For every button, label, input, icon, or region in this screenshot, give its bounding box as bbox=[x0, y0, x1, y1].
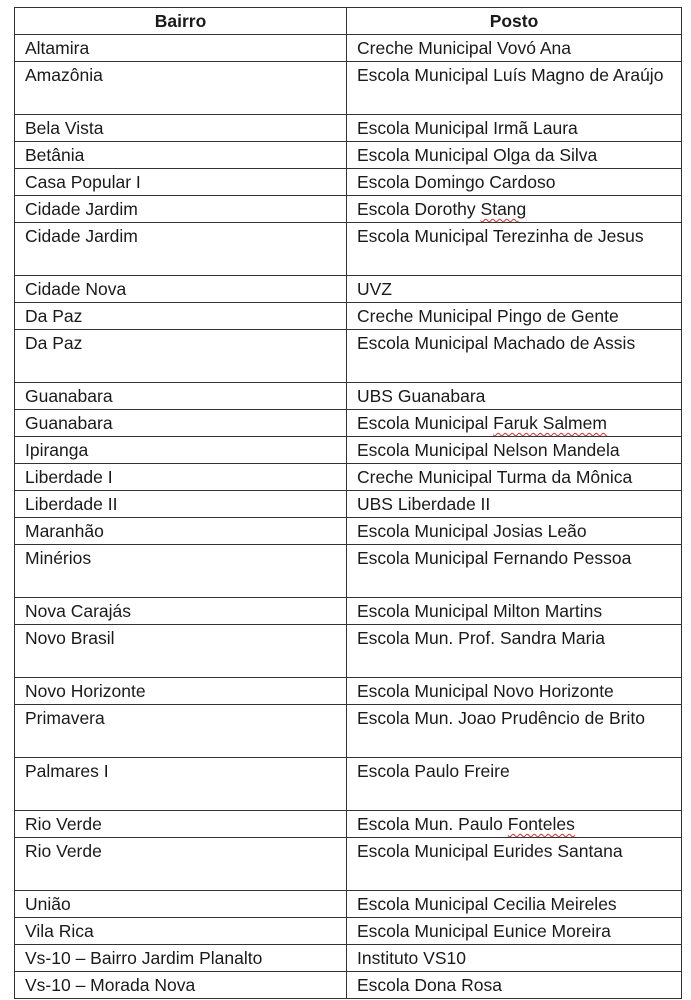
table-row bbox=[15, 918, 682, 945]
table-row bbox=[15, 625, 682, 678]
bairro-posto-table bbox=[14, 7, 682, 999]
bairro-cell: Liberdade II bbox=[15, 491, 347, 518]
spellcheck-mark: Faruk Salmem bbox=[493, 413, 607, 433]
table-row bbox=[15, 276, 682, 303]
bairro-cell: Novo Horizonte bbox=[15, 678, 347, 705]
bairro-cell: Guanabara bbox=[15, 410, 347, 437]
table-row bbox=[15, 518, 682, 545]
table-row bbox=[15, 945, 682, 972]
table-row bbox=[15, 678, 682, 705]
table-row bbox=[15, 491, 682, 518]
bairro-cell: Palmares I bbox=[15, 758, 347, 811]
table-row bbox=[15, 891, 682, 918]
bairro-cell: Maranhão bbox=[15, 518, 347, 545]
bairro-cell: Vs-10 – Bairro Jardim Planalto bbox=[15, 945, 347, 972]
posto-cell: UBS Guanabara bbox=[347, 383, 682, 410]
table-row bbox=[15, 758, 682, 811]
posto-cell: Creche Municipal Pingo de Gente bbox=[347, 303, 682, 330]
bairro-cell: Minérios bbox=[15, 545, 347, 598]
table-row bbox=[15, 545, 682, 598]
posto-cell: Escola Municipal Eurides Santana bbox=[347, 838, 682, 891]
posto-cell: Escola Municipal Olga da Silva bbox=[347, 142, 682, 169]
posto-cell: Escola Municipal Nelson Mandela bbox=[347, 437, 682, 464]
posto-cell: Escola Mun. Paulo Fonteles bbox=[347, 811, 682, 838]
table-row bbox=[15, 811, 682, 838]
bairro-cell: Cidade Jardim bbox=[15, 223, 347, 276]
bairro-cell: Nova Carajás bbox=[15, 598, 347, 625]
bairro-cell: Guanabara bbox=[15, 383, 347, 410]
posto-cell: Escola Municipal Josias Leão bbox=[347, 518, 682, 545]
posto-cell: Escola Municipal Milton Martins bbox=[347, 598, 682, 625]
table-row bbox=[15, 838, 682, 891]
bairro-cell: Primavera bbox=[15, 705, 347, 758]
posto-cell: Escola Dona Rosa bbox=[347, 972, 682, 999]
bairro-cell: Novo Brasil bbox=[15, 625, 347, 678]
bairro-cell: União bbox=[15, 891, 347, 918]
posto-cell: Creche Municipal Turma da Mônica bbox=[347, 464, 682, 491]
bairro-cell: Ipiranga bbox=[15, 437, 347, 464]
bairro-cell: Betânia bbox=[15, 142, 347, 169]
posto-cell: Escola Dorothy Stang bbox=[347, 196, 682, 223]
bairro-cell: Cidade Nova bbox=[15, 276, 347, 303]
bairro-cell: Amazônia bbox=[15, 62, 347, 115]
table-row bbox=[15, 464, 682, 491]
posto-cell: Escola Municipal Fernando Pessoa bbox=[347, 545, 682, 598]
bairro-cell: Da Paz bbox=[15, 303, 347, 330]
posto-cell: UVZ bbox=[347, 276, 682, 303]
table-row bbox=[15, 303, 682, 330]
table-row bbox=[15, 62, 682, 115]
table-header-row bbox=[15, 8, 682, 35]
posto-cell: Creche Municipal Vovó Ana bbox=[347, 35, 682, 62]
table-row bbox=[15, 196, 682, 223]
spellcheck-mark: Fonteles bbox=[507, 814, 575, 834]
posto-cell: Escola Municipal Cecilia Meireles bbox=[347, 891, 682, 918]
bairro-cell: Vs-10 – Morada Nova bbox=[15, 972, 347, 999]
spellcheck-mark: Stang bbox=[480, 199, 527, 219]
table-row bbox=[15, 972, 682, 999]
table-row bbox=[15, 169, 682, 196]
posto-cell: Escola Mun. Prof. Sandra Maria bbox=[347, 625, 682, 678]
bairro-cell: Casa Popular I bbox=[15, 169, 347, 196]
posto-cell: Escola Mun. Joao Prudêncio de Brito bbox=[347, 705, 682, 758]
table-row bbox=[15, 383, 682, 410]
posto-cell: Escola Municipal Luís Magno de Araújo bbox=[347, 62, 682, 115]
table-row bbox=[15, 35, 682, 62]
table-row bbox=[15, 410, 682, 437]
bairro-cell: Vila Rica bbox=[15, 918, 347, 945]
posto-cell: Escola Municipal Novo Horizonte bbox=[347, 678, 682, 705]
bairro-cell: Liberdade I bbox=[15, 464, 347, 491]
bairro-cell: Da Paz bbox=[15, 330, 347, 383]
posto-cell: Escola Municipal Irmã Laura bbox=[347, 115, 682, 142]
bairro-cell: Cidade Jardim bbox=[15, 196, 347, 223]
posto-cell: Escola Domingo Cardoso bbox=[347, 169, 682, 196]
table-row bbox=[15, 437, 682, 464]
bairro-cell: Altamira bbox=[15, 35, 347, 62]
posto-cell: Escola Municipal Terezinha de Jesus bbox=[347, 223, 682, 276]
posto-cell: Escola Paulo Freire bbox=[347, 758, 682, 811]
bairro-cell: Bela Vista bbox=[15, 115, 347, 142]
posto-cell: Escola Municipal Eunice Moreira bbox=[347, 918, 682, 945]
column-header-bairro: Bairro bbox=[15, 8, 347, 35]
bairro-cell: Rio Verde bbox=[15, 811, 347, 838]
column-header-posto: Posto bbox=[347, 8, 682, 35]
table-row bbox=[15, 598, 682, 625]
posto-cell: Instituto VS10 bbox=[347, 945, 682, 972]
bairro-cell: Rio Verde bbox=[15, 838, 347, 891]
posto-cell: Escola Municipal Faruk Salmem bbox=[347, 410, 682, 437]
table-row bbox=[15, 705, 682, 758]
posto-cell: UBS Liberdade II bbox=[347, 491, 682, 518]
posto-cell: Escola Municipal Machado de Assis bbox=[347, 330, 682, 383]
table-row bbox=[15, 115, 682, 142]
table-row bbox=[15, 330, 682, 383]
table-row bbox=[15, 142, 682, 169]
table-row bbox=[15, 223, 682, 276]
